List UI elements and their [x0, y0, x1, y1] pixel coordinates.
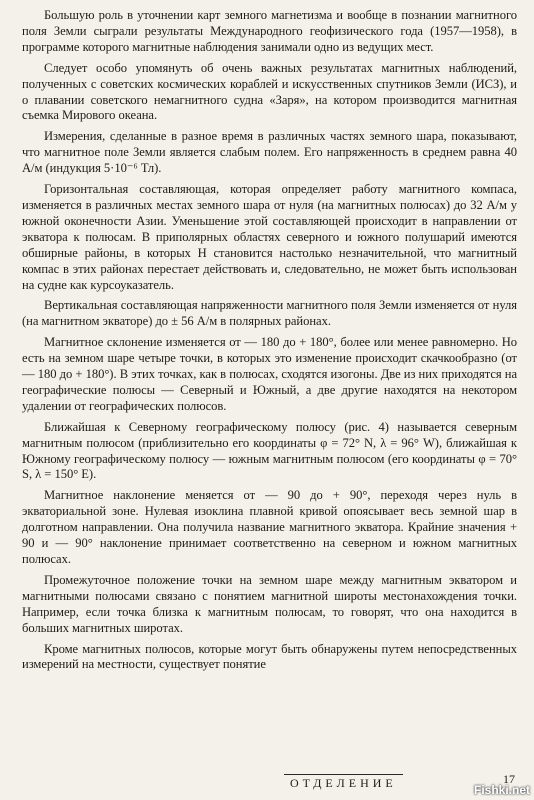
footer-caption: ОТДЕЛЕНИЕ — [284, 774, 403, 791]
paragraph: Промежуточное положение точки на земном шаре между магнитным экватором и магнитными полюсами связано с понятием магнитной широты местонахождения точки. Например, если точка близка к магнитным полюсам, то говорят, что она находится в больших магнитных широтах. — [22, 572, 517, 635]
paragraph: Магнитное наклонение меняется от — 90 до + 90°, переходя через нуль в экваториальной зоне. Нулевая изоклина плавной кривой опоясывает весь земной шар в долготном направлении. Она получила название магнитного экватора. Крайние значения + 90 и — 90° наклонение принимает соответственно на северном и южном магнитных полюсах. — [22, 488, 517, 566]
paragraph: Магнитное склонение изменяется от — 180 до + 180°, более или менее равномерно. Но есть на земном шаре четыре точки, в которых это изменение происходит скачкообразно (от — 180 до + 180°). В этих точках, как в полюсах, сходятся изогоны. Две из них приходятся на географические полюсы — Северный и Южный, а две другие находятся на некотором удалении от географических полюсов. — [22, 335, 517, 413]
page-number: 17 — [503, 772, 515, 786]
paragraph: Большую роль в уточнении карт земного магнетизма и вообще в познании магнитного поля Земли сыграли результаты Международного геофизического года (1957—1958), в программе которого магнитные наблюдения занимали одно из ведущих мест. — [22, 8, 517, 54]
paragraph: Горизонтальная составляющая, которая определяет работу магнитного компаса, изменяется в различных местах земного шара от нуля (на магнитных полюсах) до 32 А/м у южной оконечности Азии. Уменьшение этой составляющей происходит в направлении от экватора к полюсам. В приполярных областях северного и южного полушарий имеются обширные районы, в которых H становится настолько незначительной, что магнитный компас в этих районах перестает действовать и, следовательно, не может быть использован на судне как курсоуказатель. — [22, 182, 517, 292]
page-footer — [22, 772, 517, 792]
watermark: Fishki.net — [473, 783, 530, 797]
paragraph: Кроме магнитных полюсов, которые могут быть обнаружены путем непосредственных измерений на местности, существует понятие — [22, 641, 517, 672]
paragraph: Измерения, сделанные в разное время в различных частях земного шара, показывают, что магнитное поле Земли является слабым полем. Его напряженность в среднем равна 40 А/м (индукция 5·10⁻⁶ Тл). — [22, 129, 517, 176]
paragraph: Вертикальная составляющая напряженности магнитного поля Земли изменяется от нуля (на магнитном экваторе) до ± 56 А/м в полярных районах. — [22, 298, 517, 329]
paragraph: Следует особо упомянуть об очень важных результатах магнитных наблюдений, полученных с советских космических кораблей и искусственных спутников Земли (ИСЗ), и о плавании советского немагнитного судна «Заря», на котором производится магнитная съемка Мирового океана. — [22, 60, 517, 123]
paragraph: Ближайшая к Северному географическому полюсу (рис. 4) называется северным магнитным полюсом (приблизительно его координаты φ = 72° N, λ = 96° W), ближайшая к Южному географическому полюсу — южным магнитным полюсом (его координаты φ = 70° S, λ = 150° E). — [22, 419, 517, 482]
document-page — [22, 8, 517, 678]
